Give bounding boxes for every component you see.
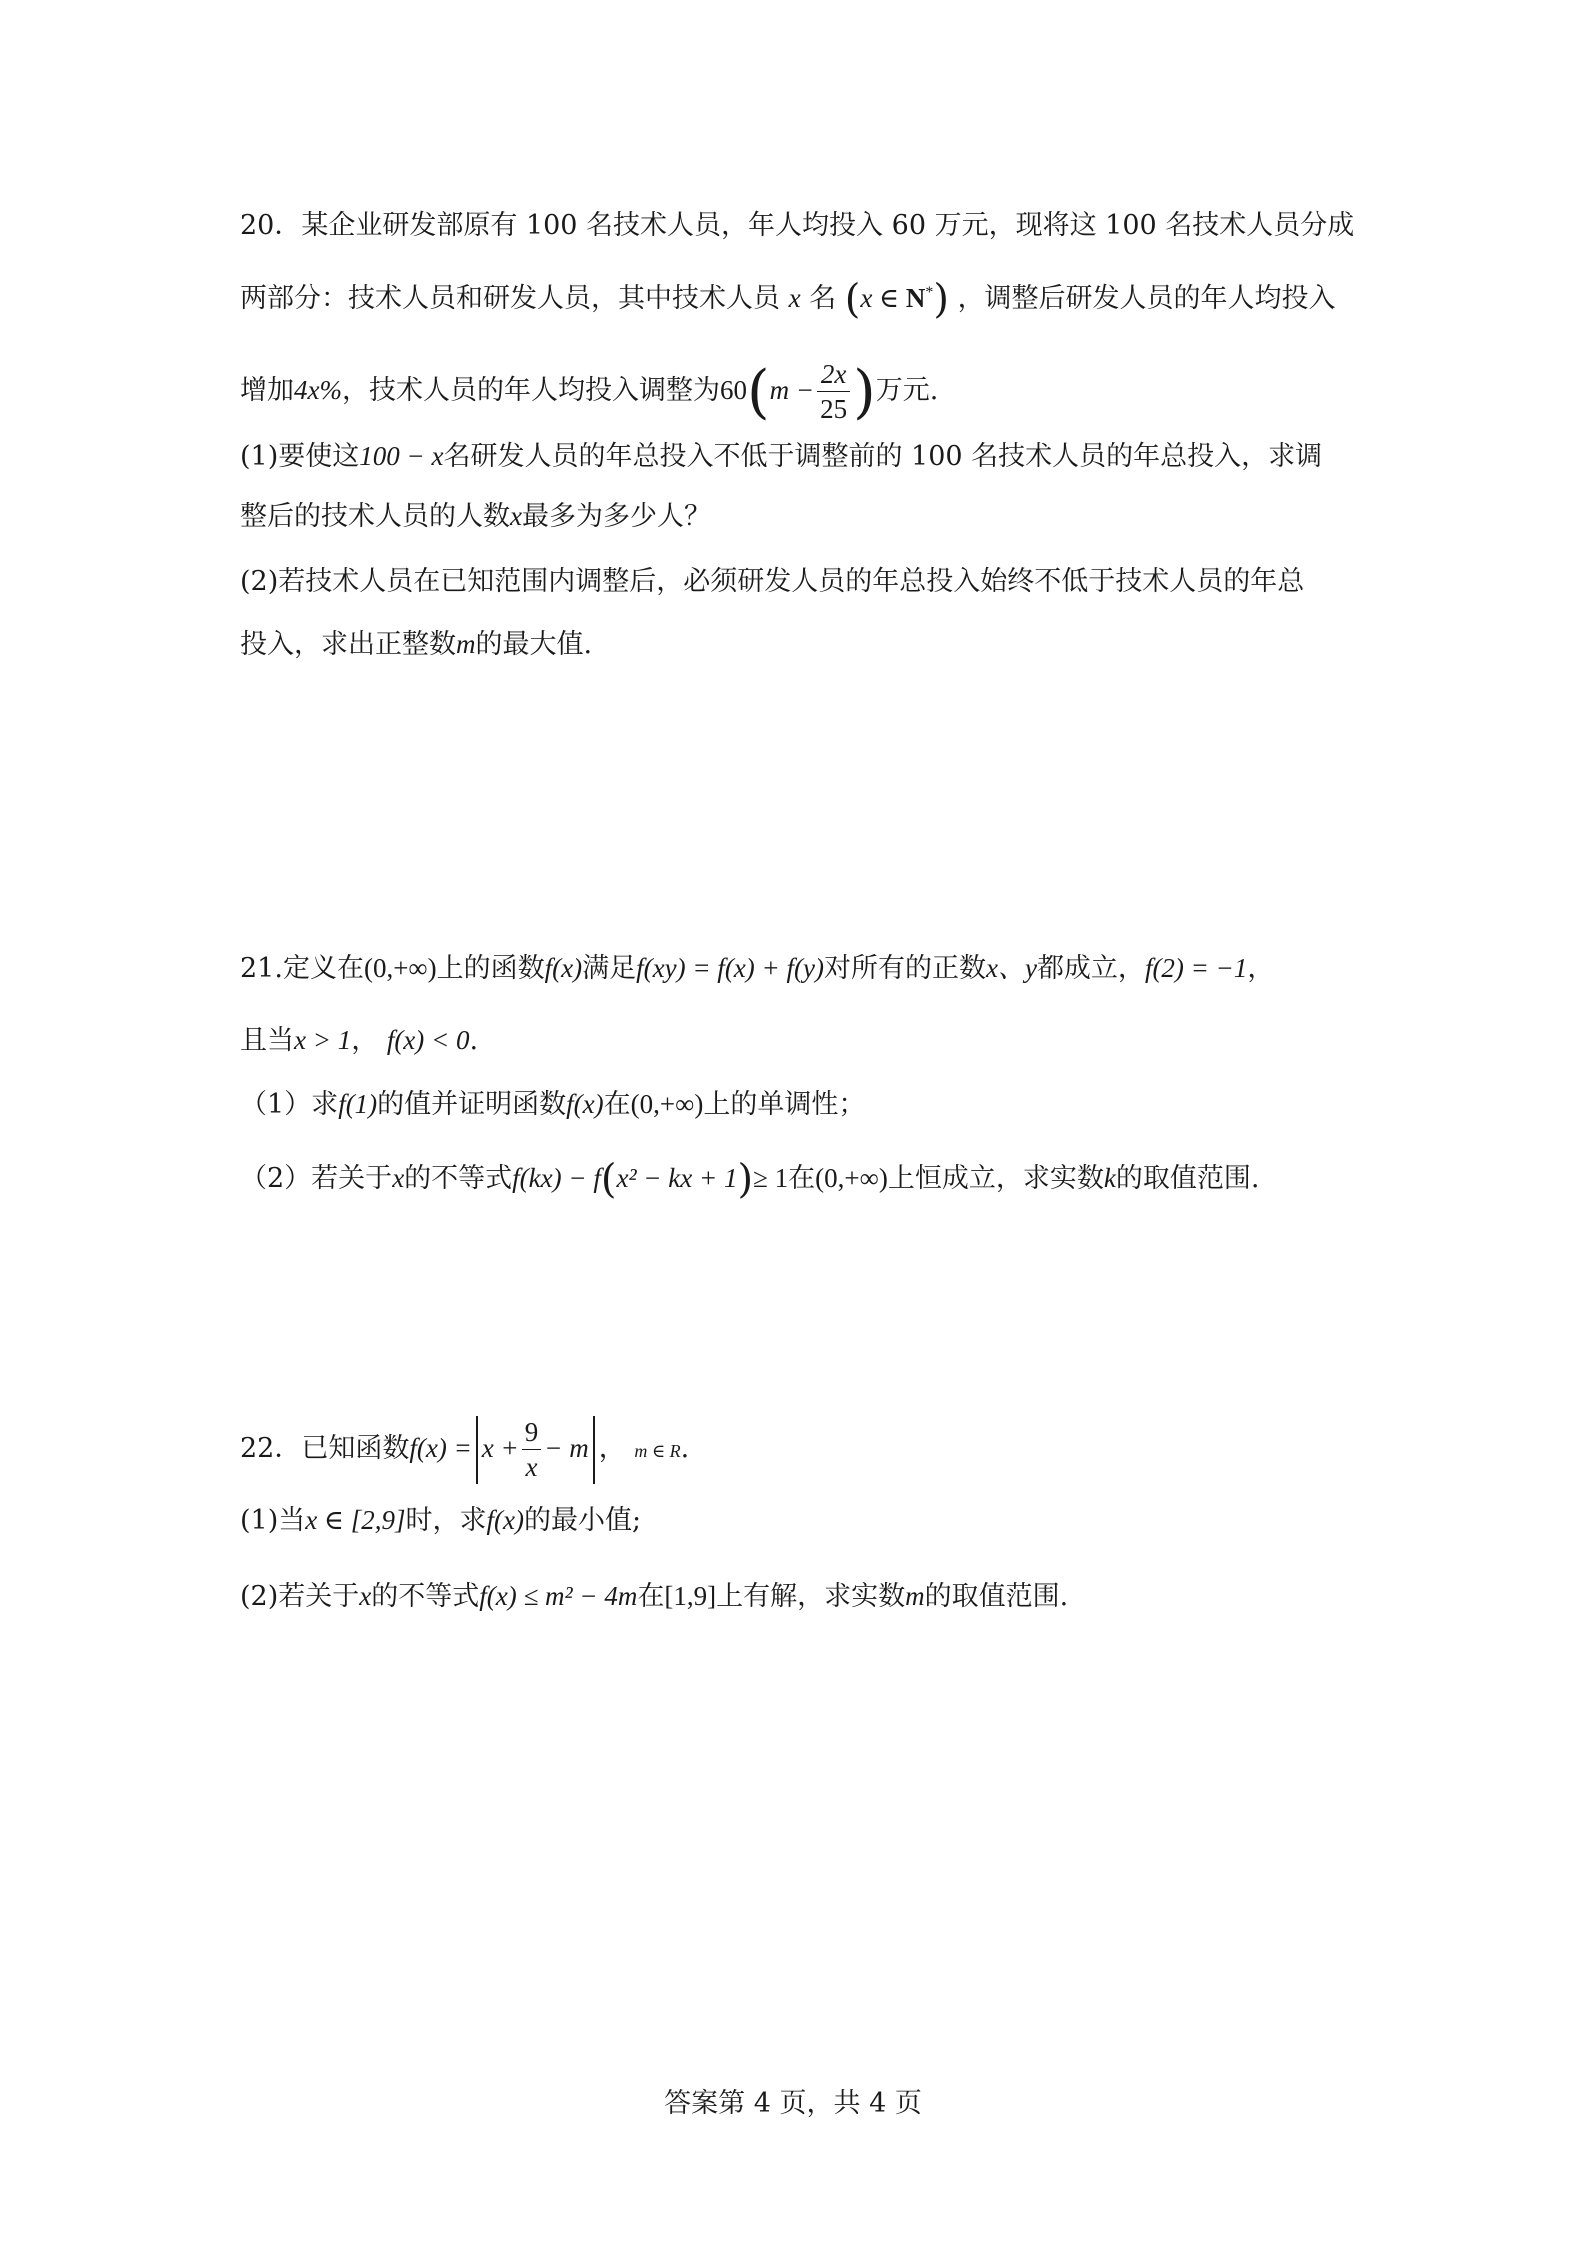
q22-x: x + bbox=[481, 1433, 519, 1463]
q21-text: . bbox=[469, 1025, 479, 1056]
q22-m: − m bbox=[544, 1433, 589, 1463]
q22-text: (1)当 bbox=[240, 1505, 306, 1536]
q20-text: ，调整后研发人员的年人均投入 bbox=[957, 283, 1336, 314]
q20-text: ，技术人员的年人均投入调整为 bbox=[341, 375, 720, 406]
q20-text: 增加 bbox=[240, 375, 294, 406]
left-paren: ( bbox=[600, 1156, 617, 1203]
q22-text: 在 bbox=[637, 1581, 665, 1612]
q21-text: 且当 bbox=[240, 1025, 294, 1056]
q20-part1-line2 bbox=[240, 496, 711, 537]
right-paren: ) bbox=[737, 1156, 754, 1203]
q21-text: 在 bbox=[788, 1163, 816, 1194]
q21-domain: (0,+∞) bbox=[630, 1089, 704, 1119]
q21-text: ， bbox=[351, 1025, 379, 1056]
q20-part2-line1 bbox=[240, 562, 1304, 602]
q21-text: （2）若关于 bbox=[240, 1163, 393, 1194]
q21-text: 在 bbox=[603, 1089, 631, 1120]
q21-expr: f(kx) − f bbox=[512, 1163, 601, 1193]
q22-range: x ∈ [2,9] bbox=[305, 1505, 406, 1535]
q21-text: 上的单调性； bbox=[703, 1089, 866, 1120]
q20-fraction bbox=[817, 357, 850, 426]
q22-text: 22．已知函数 bbox=[240, 1433, 410, 1464]
q21-part2 bbox=[240, 1156, 1260, 1203]
q20-part1-line1 bbox=[240, 436, 1322, 477]
q20-m: m − bbox=[769, 375, 815, 405]
q21-text: 上的函数 bbox=[436, 953, 545, 984]
fraction-denominator: x bbox=[525, 1452, 538, 1482]
q20-text: 投入，求出正整数 bbox=[240, 629, 456, 660]
abs-bar-right bbox=[593, 1416, 595, 1484]
q22-text: ， bbox=[598, 1433, 626, 1464]
right-paren: ) bbox=[933, 276, 949, 323]
q21-fx: f(x) bbox=[566, 1089, 604, 1119]
q21-text: 的不等式 bbox=[404, 1163, 513, 1194]
q21-condition: x > 1 bbox=[294, 1025, 352, 1055]
q21-text: 都成立， bbox=[1036, 953, 1145, 984]
q20-text: 两部分：技术人员和研发人员，其中技术人员 bbox=[240, 283, 780, 314]
q22-inequality: f(x) ≤ m² − 4m bbox=[479, 1581, 638, 1611]
q21-domain: (0,+∞) bbox=[363, 953, 437, 983]
fraction-denominator: 25 bbox=[820, 394, 848, 424]
fraction-numerator: 9 bbox=[522, 1415, 542, 1450]
q21-ineq: ≥ 1 bbox=[753, 1163, 789, 1193]
q22-fraction bbox=[522, 1415, 542, 1484]
q21-text: 的值并证明函数 bbox=[377, 1089, 567, 1120]
q22-fx: f(x) bbox=[486, 1505, 524, 1535]
right-paren: ) bbox=[853, 357, 876, 426]
q22-fx: f(x) = bbox=[409, 1433, 472, 1463]
q21-fx: f(x) bbox=[544, 953, 583, 983]
q21-text: ， bbox=[1247, 953, 1275, 984]
q22-text: 的不等式 bbox=[371, 1581, 480, 1612]
q20-coef: 60 bbox=[719, 375, 747, 405]
q22-range: [1,9] bbox=[664, 1581, 717, 1611]
q20-percent: 4x% bbox=[294, 375, 342, 405]
q21-text: 上恒成立，求实数 bbox=[887, 1163, 1104, 1194]
q20-var-x: x bbox=[510, 501, 522, 531]
q22-text: 的取值范围. bbox=[924, 1581, 1069, 1612]
q20-text: 名 bbox=[809, 283, 837, 314]
q22-var-x: x bbox=[359, 1581, 372, 1611]
q20-part2-line2 bbox=[240, 624, 592, 665]
q20-text: (2)若技术人员在已知范围内调整后，必须研发人员的年总投入始终不低于技术人员的年总 bbox=[240, 566, 1305, 597]
q21-text: 21.定义在 bbox=[240, 953, 364, 984]
q22-part2 bbox=[240, 1576, 1068, 1617]
q22-var-m: m bbox=[905, 1581, 925, 1611]
left-paren: ( bbox=[746, 357, 770, 426]
q21-text: 满足 bbox=[582, 953, 637, 984]
q20-line3 bbox=[240, 350, 938, 431]
q21-fx-neg: f(x) < 0 bbox=[386, 1025, 470, 1055]
q22-text: 时，求 bbox=[405, 1505, 487, 1536]
q21-expr-inner: x² − kx + 1 bbox=[616, 1163, 738, 1193]
left-paren: ( bbox=[844, 276, 861, 323]
q20-line2 bbox=[240, 276, 1336, 323]
q21-f1: f(1) bbox=[338, 1089, 378, 1119]
q20-text: 20．某企业研发部原有 100 名技术人员，年人均投入 60 万元，现将这 100 名技术人员分成 bbox=[240, 210, 1355, 241]
q21-text: （1）求 bbox=[240, 1089, 339, 1120]
q21-text: 的取值范围. bbox=[1115, 1163, 1260, 1194]
q21-equation: f(xy) = f(x) + f(y) bbox=[636, 953, 824, 983]
page-footer: 答案第 4 页，共 4 页 bbox=[664, 2088, 922, 2119]
q20-text: 的最大值. bbox=[475, 629, 593, 660]
q22-line1 bbox=[240, 1408, 689, 1491]
q20-text: 万元. bbox=[875, 375, 939, 406]
q22-text: 上有解，求实数 bbox=[716, 1581, 906, 1612]
q21-var-x: x bbox=[392, 1163, 405, 1193]
fraction-numerator: 2x bbox=[817, 357, 850, 392]
q20-text: 整后的技术人员的人数 bbox=[240, 501, 510, 532]
q20-text: 名研发人员的年总投入不低于调整前的 100 名技术人员的年总投入，求调 bbox=[443, 441, 1323, 472]
q20-text: (1)要使这 bbox=[240, 441, 360, 472]
q22-text: (2)若关于 bbox=[240, 1581, 360, 1612]
q21-text: 对所有的正数 bbox=[823, 953, 986, 984]
q21-line1 bbox=[240, 948, 1274, 989]
abs-bar-left bbox=[476, 1416, 478, 1484]
q21-var-k: k bbox=[1103, 1163, 1116, 1193]
q20-var-x: x bbox=[788, 283, 801, 313]
q20-text: 最多为多少人？ bbox=[521, 501, 711, 532]
set-N: N bbox=[905, 283, 926, 313]
q21-xy: x、y bbox=[985, 953, 1037, 983]
q21-line2 bbox=[240, 1020, 478, 1061]
q20-line1 bbox=[240, 206, 1354, 246]
q22-text: 的最小值; bbox=[523, 1505, 642, 1536]
q22-text: . bbox=[680, 1433, 690, 1464]
q21-f2: f(2) = −1 bbox=[1144, 953, 1248, 983]
q22-condition: m ∈ R bbox=[634, 1441, 681, 1461]
q20-expr: 100 − x bbox=[359, 441, 444, 471]
set-lhs: x ∈ bbox=[860, 283, 906, 313]
q21-part1 bbox=[240, 1084, 865, 1125]
q22-part1 bbox=[240, 1500, 641, 1541]
q21-domain: (0,+∞) bbox=[815, 1163, 888, 1193]
set-star: * bbox=[925, 284, 934, 301]
q20-var-m: m bbox=[456, 629, 476, 659]
